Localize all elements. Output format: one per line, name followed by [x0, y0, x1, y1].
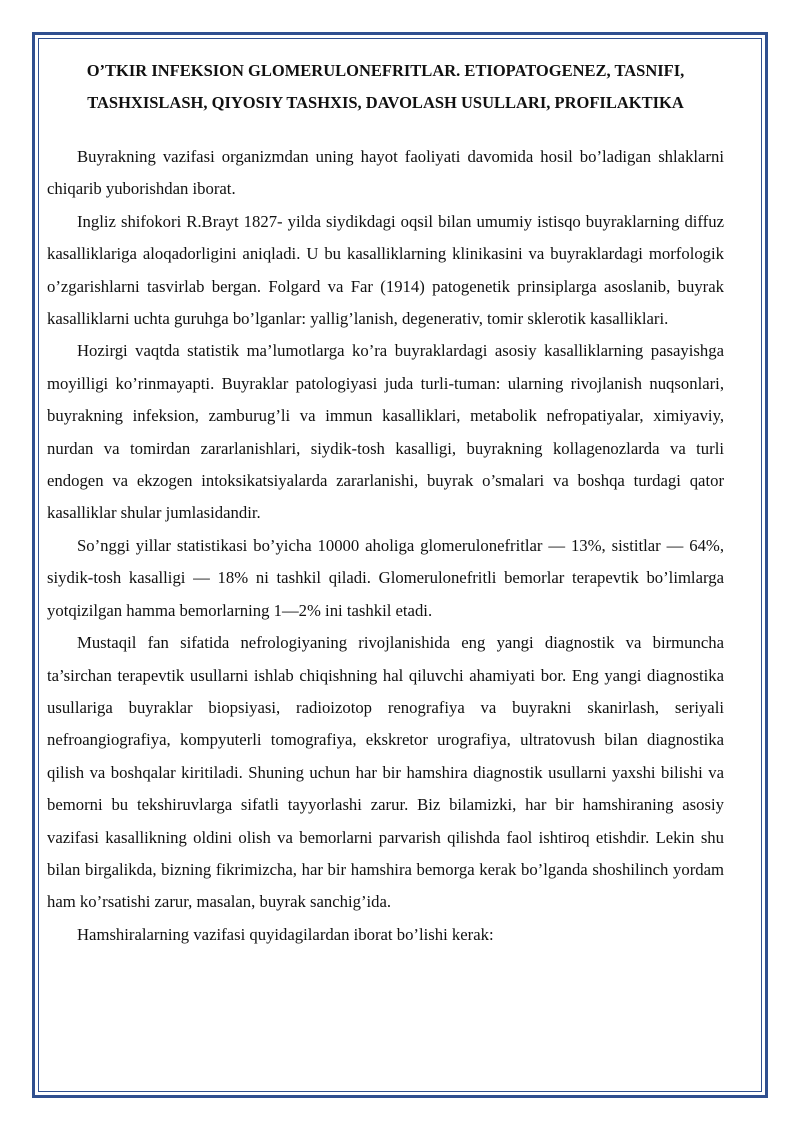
document-body: [47, 55, 724, 951]
paragraph-3: Hozirgi vaqtda statistik ma’lumotlarga ko’ra buyraklardagi asosiy kasalliklarning pasayishga moyilligi ko’rinmayapti. Buyraklar patologiyasi juda turli-tuman: ularning rivojlanish nuqsonlari, buyrakning infeksion, zamburug’li va immun kasalliklari, metabolik nefropatiyalar, ximiyaviy, nurdan va tomirdan zararlanishlari, siydik-tosh kasalligi, buyrakning kollagenozlarda va turli endogen va ekzogen intoksikatsiyalarda zararlanishi, buyrak o’smalari va boshqa turdagi qator kasalliklar shular jumlasidandir.: [47, 341, 724, 523]
paragraph-2: Ingliz shifokori R.Brayt 1827- yilda siydikdagi oqsil bilan umumiy istisqo buyraklarning diffuz kasalliklariga aloqadorligini aniqladi. U bu kasalliklarning klinikasini va buyraklardagi morfologik o’zgarishlarni tasvirlab bergan. Folgard va Far (1914) patogenetik prinsiplarga asoslanib, buyrak kasalliklarni uchta guruhga bo’lganlar: yallig’lanish, degenerativ, tomir sklerotik kasalliklari.: [47, 211, 724, 329]
document-title: O’TKIR INFEKSION GLOMERULONEFRITLAR. ETIOPATOGENEZ, TASNIFI, TASHXISLASH, QIYOSIY TASHXIS, DAVOLASH USULLARI, PROFILAKTIKA: [86, 61, 685, 112]
paragraph-4: So’nggi yillar statistikasi bo’yicha 10000 aholiga glomerulonefritlar — 13%, sistitlar — 64%, siydik-tosh kasalligi — 18% ni tashkil qiladi. Glomerulonefritli bemorlar terapevtik bo’limlarga yotqizilgan hamma bemorlarning 1—2% ini tashkil etadi.: [47, 535, 724, 620]
paragraph-5: Mustaqil fan sifatida nefrologiyaning rivojlanishida eng yangi diagnostik va birmuncha ta’sirchan terapevtik usullarni ishlab chiqishning hal qiluvchi ahamiyati bor. Eng yangi diagnostika usullariga buyraklar biopsiyasi, radioizotop renografiya va buyrakni skanirlash, seriyali nefroangiografiya, kompyuterli tomografiya, ekskretor urografiya, ultratovush bilan diagnostika qilish va boshqalar kiritiladi. Shuning uchun har bir hamshira diagnostik usullarni yaxshi bilishi va bemorni bu tekshiruvlarga sifatli tayyorlashi zarur. Biz bilamizki, har bir hamshiraning asosiy vazifasi kasallikning oldini olish va bemorlarni parvarish qilishda faol ishtiroq etishdir. Lekin shu bilan birgalikda, bizning fikrimizcha, har bir hamshira bemorga kerak bo’lganda shoshilinch yordam ham ko’rsatishi zarur, masalan, buyrak sanchig’ida.: [47, 633, 724, 912]
paragraph-6: Hamshiralarning vazifasi quyidagilardan iborat bo’lishi kerak:: [77, 924, 494, 944]
paragraph-1: Buyrakning vazifasi organizmdan uning hayot faoliyati davomida hosil bo’ladigan shlaklarni chiqarib yuborishdan iborat.: [47, 147, 724, 199]
